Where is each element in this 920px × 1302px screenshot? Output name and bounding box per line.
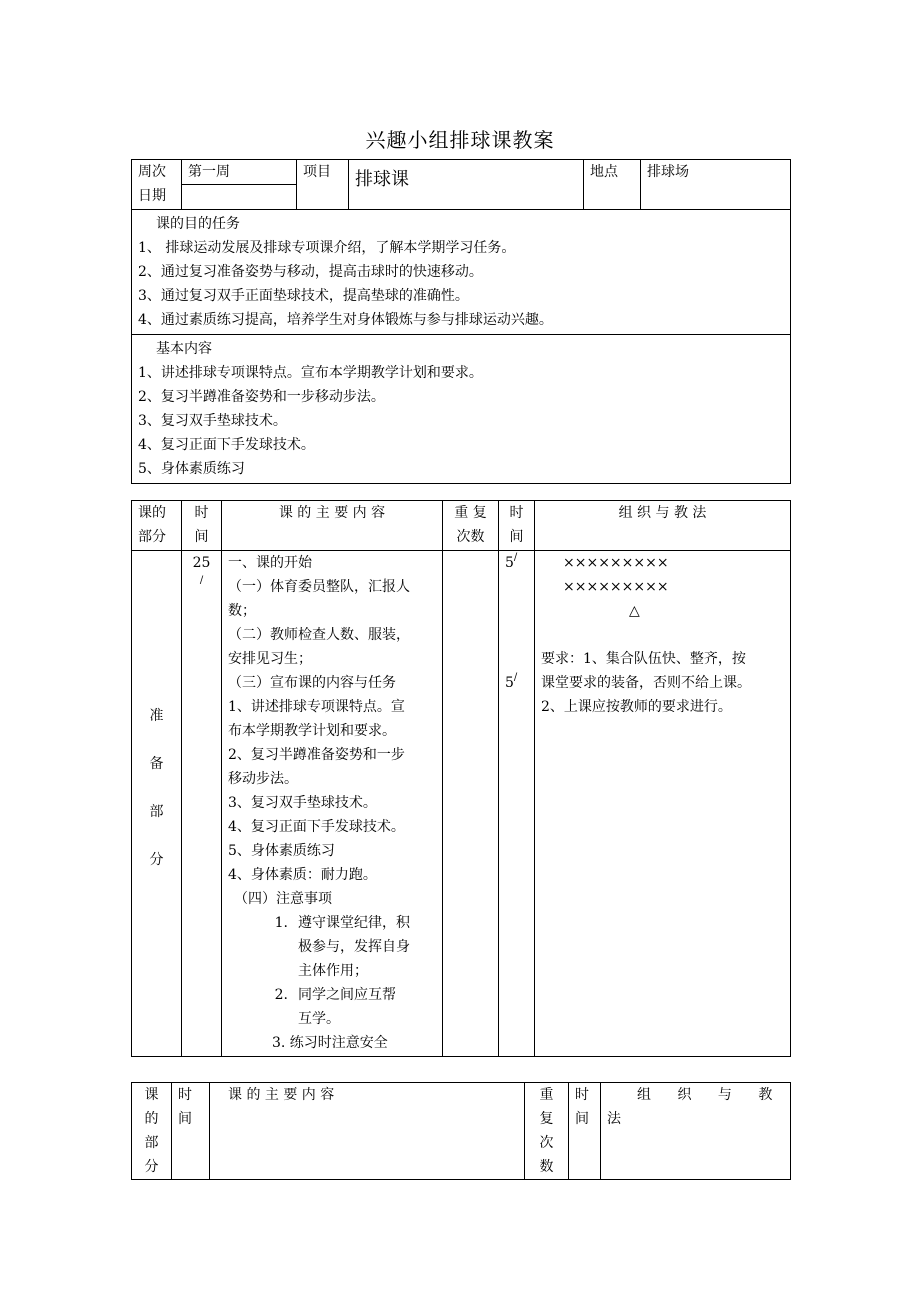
minute-mark: / [513, 672, 518, 683]
time-header [182, 501, 222, 551]
part-header-line: 课的 [138, 505, 166, 521]
time2-header-vertical [569, 1083, 601, 1180]
objective-item: 4、通过素质练习提高，培养学生对身体锻炼与参与排球运动兴趣。 [138, 312, 553, 328]
time-b-value: 5 [505, 675, 514, 691]
place-value: 排球场 [641, 160, 791, 210]
time-a-value: 5 [505, 555, 514, 571]
main-line: 布本学期教学计划和要求。 [228, 723, 396, 739]
part-char: 部 [149, 803, 164, 820]
note-number: 2. [274, 987, 288, 1003]
minute-mark: / [513, 552, 518, 563]
main-line: 4、复习正面下手发球技术。 [228, 819, 405, 835]
date-label: 日期 [138, 188, 166, 204]
time2-header-line: 时 [575, 1087, 589, 1103]
repeat-cell [443, 551, 499, 1057]
main-line: 一、课的开始 [228, 555, 312, 571]
repeat-char: 次 [539, 1135, 554, 1151]
content-item: 4、复习正面下手发球技术。 [138, 437, 315, 453]
part-char: 准 [149, 707, 164, 724]
next-part-table [131, 1082, 791, 1180]
main-content-header [222, 501, 443, 551]
duration-mark: / [199, 575, 204, 586]
repeat-header-line: 次数 [456, 529, 485, 545]
objective-item: 2、通过复习准备姿势与移动，提高击球时的快速移动。 [138, 264, 483, 280]
content-item: 2、复习半蹲准备姿势和一步移动步法。 [138, 389, 385, 405]
time2-header-line: 间 [575, 1111, 589, 1127]
part-char: 的 [144, 1111, 159, 1127]
org-method-header [535, 501, 791, 551]
org-line: 2、上课应按教师的要求进行。 [541, 699, 732, 715]
time-header-line: 间 [178, 1111, 192, 1127]
main-line: 2、复习半蹲准备姿势和一步 [228, 747, 405, 763]
org-method-header [601, 1083, 791, 1180]
note-number: 1. [274, 915, 288, 931]
formation-row: ××××××××× [563, 579, 669, 595]
content-cell [132, 335, 791, 484]
repeat-char: 数 [539, 1159, 554, 1175]
org-method-header-text: 组 织 与 教 法 [618, 505, 707, 521]
week-value: 第一周 [182, 160, 296, 185]
date-value [182, 185, 296, 209]
time-header-vertical [172, 1083, 210, 1180]
main-line: （一）体育委员整队，汇报人 [228, 579, 410, 595]
time-cell [499, 551, 535, 1057]
time2-header [499, 501, 535, 551]
part-char: 课 [144, 1087, 159, 1103]
preparation-table [131, 500, 791, 1057]
note-item-1 [228, 911, 436, 983]
main-line: 安排见习生； [228, 651, 312, 667]
project-value: 排球课 [349, 160, 584, 210]
objectives-heading: 课的目的任务 [156, 216, 240, 232]
org-header-line: 组 织 与 教 [637, 1087, 773, 1103]
org-header-line: 法 [607, 1111, 621, 1127]
week-date-label-cell [132, 160, 182, 210]
main-line: 1、讲述排球专项课特点。宣 [228, 699, 405, 715]
org-method-cell [535, 551, 791, 1057]
duration-value: 25 [192, 555, 211, 571]
main-line: （三）宣布课的内容与任务 [228, 675, 396, 691]
objective-item: 1、 排球运动发展及排球专项课介绍，了解本学期学习任务。 [138, 240, 516, 256]
main-line: 5、身体素质练习 [228, 843, 335, 859]
org-line: 课堂要求的装备，否则不给上课。 [541, 675, 751, 691]
teacher-triangle-icon: △ [629, 603, 640, 619]
part-name-cell [132, 551, 182, 1057]
note-line: 极参与，发挥自身 [298, 939, 410, 955]
content-item: 3、复习双手垫球技术。 [138, 413, 287, 429]
main-line: （二）教师检查人数、服装， [228, 627, 410, 643]
time-header-line: 时 [178, 1087, 192, 1103]
content-item: 5、身体素质练习 [138, 461, 245, 477]
time2-header-line: 间 [509, 529, 524, 545]
main-line: 3、复习双手垫球技术。 [228, 795, 377, 811]
time2-header-line: 时 [509, 505, 524, 521]
page-title: 兴趣小组排球课教案 [365, 128, 555, 152]
duration-cell [182, 551, 222, 1057]
time-b [505, 671, 528, 695]
repeat-header [443, 501, 499, 551]
objectives-cell [132, 210, 791, 335]
repeat-char: 重 [539, 1087, 554, 1103]
main-content-header-text: 课 的 主 要 内 容 [228, 1087, 335, 1103]
note-line: 互学。 [298, 1011, 340, 1027]
content-heading: 基本内容 [156, 341, 212, 357]
formation-row: ××××××××× [563, 555, 669, 571]
time-header-line: 时 [194, 505, 209, 521]
part-header [132, 501, 182, 551]
note-line: 主体作用； [298, 963, 368, 979]
part-header-vertical [132, 1083, 172, 1180]
repeat-char: 复 [539, 1111, 554, 1127]
objective-item: 3、通过复习双手正面垫球技术，提高垫球的准确性。 [138, 288, 469, 304]
main-content-header-text: 课 的 主 要 内 容 [278, 505, 386, 521]
repeat-header-line: 重 复 [454, 505, 487, 521]
note-line: 遵守课堂纪律，积 [298, 915, 410, 931]
main-line: 4、身体素质：耐力跑。 [228, 867, 377, 883]
content-item: 1、讲述排球专项课特点。宣布本学期教学计划和要求。 [138, 365, 483, 381]
week-date-value-cell [182, 160, 297, 210]
time-header-line: 间 [194, 529, 209, 545]
part-char: 分 [144, 1159, 159, 1175]
part-char: 部 [144, 1135, 159, 1151]
week-label: 周次 [138, 164, 166, 180]
main-line: （四）注意事项 [234, 891, 332, 907]
main-content-header [210, 1083, 525, 1180]
part-char: 备 [149, 755, 164, 772]
note-item-2 [228, 983, 436, 1031]
part-header-line: 部分 [138, 529, 166, 545]
note-line: 同学之间应互帮 [298, 987, 396, 1003]
lesson-info-table [131, 159, 791, 484]
main-content-cell [222, 551, 443, 1057]
repeat-header-vertical [525, 1083, 569, 1180]
main-line: 数； [228, 603, 256, 619]
note-item-3: 3. 练习时注意安全 [272, 1035, 388, 1051]
part-char: 分 [149, 851, 164, 868]
org-line: 要求：1、集合队伍快、整齐，按 [541, 651, 746, 667]
project-label: 项目 [297, 160, 349, 210]
place-label: 地点 [584, 160, 641, 210]
main-line: 移动步法。 [228, 771, 298, 787]
time-a [505, 551, 528, 575]
